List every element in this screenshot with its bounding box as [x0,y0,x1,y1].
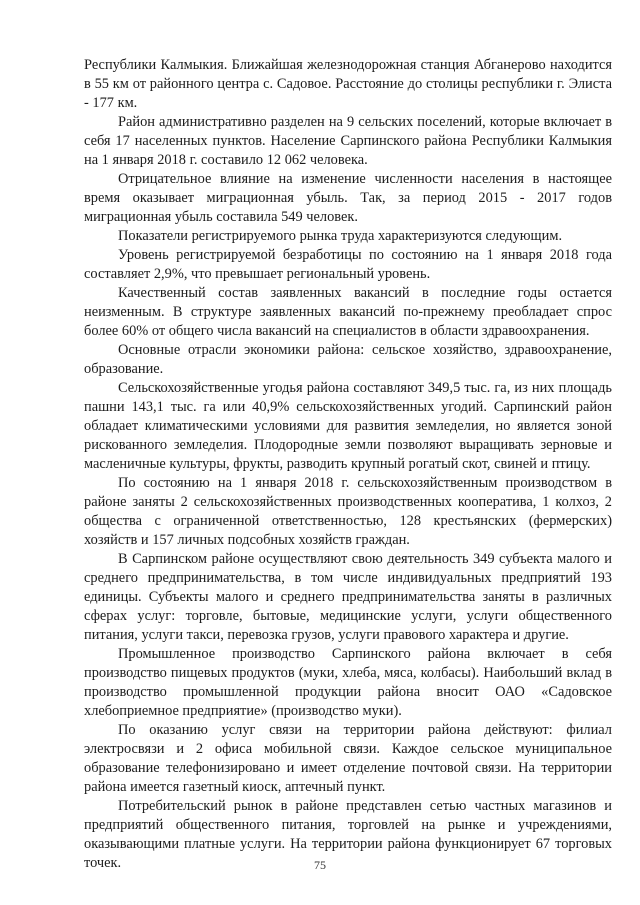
paragraph: Отрицательное влияние на изменение численности населения в настоящее время оказывает миграционная убыль. Так, за период 2015 - 2017 годов миграционная убыль составила 549 человек. [84,171,612,225]
paragraph: Уровень регистрируемой безработицы по состоянию на 1 января 2018 года составляет 2,9%, что превышает региональный уровень. [84,247,612,282]
paragraph: Республики Калмыкия. Ближайшая железнодорожная станция Абганерово находится в 55 км от районного центра с. Садовое. Расстояние до столицы республики г. Элиста - 177 км. [84,57,612,111]
paragraph: По состоянию на 1 января 2018 г. сельскохозяйственным производством в районе заняты 2 сельскохозяйственных производственных кооператива, 1 колхоз, 2 общества с ограниченной ответственностью, 128 крестьянских (фермерских) хозяйств и 157 личных подсобных хозяйств граждан. [84,475,612,548]
paragraph: В Сарпинском районе осуществляют свою деятельность 349 субъекта малого и среднего предпринимательства, в том числе индивидуальных предприятий 193 единицы. Субъекты малого и среднего предпринимательства заняты в различных сферах услуг: торговле, бытовые, медицинские услуги, услуги общественного питания, услуги такси, перевозка грузов, услуги правового характера и другие. [84,551,612,643]
paragraph: Район административно разделен на 9 сельских поселений, которые включает в себя 17 населенных пунктов. Население Сарпинского района Республики Калмыкия на 1 января 2018 г. составило 12 062 человека. [84,114,612,168]
paragraph: По оказанию услуг связи на территории района действуют: филиал электросвязи и 2 офиса мобильной связи. Каждое сельское муниципальное образование телефонизировано и имеет отделение почтовой связи. На территории района имеется газетный киоск, аптечный пункт. [84,722,612,795]
page-number: 75 [314,858,326,872]
paragraph: Основные отрасли экономики района: сельское хозяйство, здравоохранение, образование. [84,342,612,377]
body-text [84,56,612,873]
paragraph: Промышленное производство Сарпинского района включает в себя производство пищевых продуктов (муки, хлеба, мяса, колбасы). Наибольший вклад в производство промышленной продукции района вносит ОАО «Садовское хлебоприемное предприятие» (производство муки). [84,646,612,719]
paragraph: Сельскохозяйственные угодья района составляют 349,5 тыс. га, из них площадь пашни 143,1 тыс. га или 40,9% сельскохозяйственных угодий. Сарпинский район обладает климатическими условиями для развития земледелия, но является зоной рискованного земледелия. Плодородные земли позволяют выращивать зерновые и масленичные культуры, фрукты, разводить крупный рогатый скот, свиней и птицу. [84,380,612,472]
paragraph: Качественный состав заявленных вакансий в последние годы остается неизменным. В структуре заявленных вакансий по-прежнему преобладает спрос более 60% от общего числа вакансий на специалистов в области здравоохранения. [84,285,612,339]
paragraph: Показатели регистрируемого рынка труда характеризуются следующим. [118,228,563,244]
paragraph: Потребительский рынок в районе представлен сетью частных магазинов и предприятий общественного питания, торговлей на рынке и учреждениями, оказывающими платные услуги. На территории района функционирует 67 торговых точек. [84,798,612,871]
